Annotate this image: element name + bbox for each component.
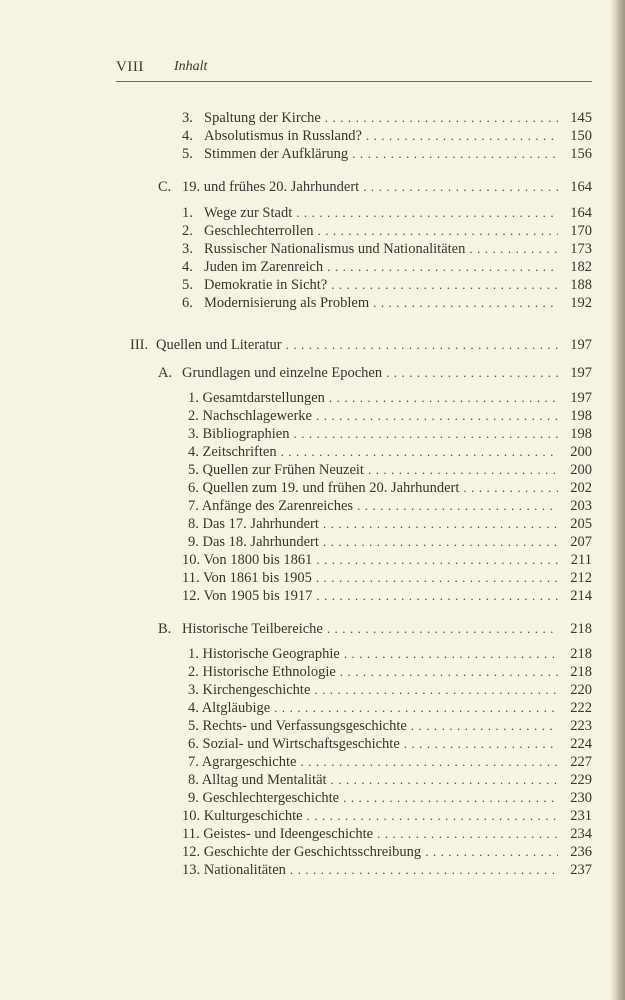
entry-page-number: 173: [570, 241, 592, 257]
entry-title: 3. Bibliographien: [188, 426, 290, 442]
toc-entry: [188, 663, 592, 681]
toc-entry: [188, 735, 592, 753]
toc-entry: [188, 699, 592, 717]
toc-entry: [188, 753, 592, 771]
dot-leader: [425, 843, 558, 861]
toc-entry: [188, 389, 592, 407]
dot-leader: [373, 294, 558, 312]
dot-leader: [368, 461, 558, 479]
dot-leader: [327, 620, 558, 638]
entry-page-number: 212: [570, 570, 592, 586]
entry-title: 1. Historische Geographie: [188, 646, 340, 662]
entry-title: Modernisierung als Problem: [204, 295, 370, 311]
dot-leader: [323, 515, 558, 533]
entry-title: 5. Rechts- und Verfassungsgeschichte: [188, 718, 407, 734]
toc-section-c: [158, 178, 592, 196]
header-rule: [116, 81, 592, 82]
dot-leader: [411, 717, 558, 735]
dot-leader: [294, 425, 559, 443]
toc-entry: [188, 771, 592, 789]
toc-entry: [182, 222, 592, 240]
entry-title: 19. und frühes 20. Jahrhundert: [182, 179, 360, 195]
toc-entry: [188, 407, 592, 425]
entry-number: 3.: [182, 110, 193, 126]
entry-title: 2. Historische Ethnologie: [188, 664, 336, 680]
entry-title: 9. Geschlechtergeschichte: [188, 790, 340, 806]
dot-leader: [323, 533, 558, 551]
dot-leader: [316, 569, 558, 587]
entry-page-number: 211: [570, 552, 592, 568]
entry-page-number: 150: [570, 128, 592, 144]
entry-page-number: 223: [570, 718, 592, 734]
entry-title: 5. Quellen zur Frühen Neuzeit: [188, 462, 364, 478]
entry-title: Demokratie in Sicht?: [204, 277, 328, 293]
dot-leader: [340, 663, 558, 681]
dot-leader: [352, 145, 558, 163]
entry-page-number: 197: [570, 365, 592, 381]
entry-page-number: 236: [570, 844, 592, 860]
toc-entry: [188, 497, 592, 515]
toc-entry: [182, 258, 592, 276]
toc-entry: [182, 294, 592, 312]
entry-number: 5.: [182, 277, 193, 293]
entry-title: 11. Von 1861 bis 1905: [182, 570, 312, 586]
entry-page-number: 198: [570, 408, 592, 424]
dot-leader: [404, 735, 558, 753]
toc-section-b: [158, 620, 592, 638]
entry-title: 10. Kulturgeschichte: [182, 808, 303, 824]
entry-title: 4. Altgläubige: [188, 700, 271, 716]
toc-entry: [188, 443, 592, 461]
entry-page-number: 229: [570, 772, 592, 788]
entry-title: Juden im Zarenreich: [204, 259, 324, 275]
entry-page-number: 198: [570, 426, 592, 442]
entry-number: 2.: [182, 223, 193, 239]
entry-page-number: 220: [570, 682, 592, 698]
dot-leader: [314, 681, 558, 699]
entry-number: 4.: [182, 128, 193, 144]
entry-title: Historische Teilbereiche: [182, 621, 323, 637]
entry-page-number: 170: [570, 223, 592, 239]
entry-page-number: 200: [570, 462, 592, 478]
toc-entry: [188, 425, 592, 443]
dot-leader: [463, 479, 558, 497]
toc-entry: [182, 240, 592, 258]
dot-leader: [316, 407, 558, 425]
entry-page-number: 218: [570, 621, 592, 637]
entry-page-number: 205: [570, 516, 592, 532]
toc-entry: [188, 681, 592, 699]
entry-page-number: 145: [570, 110, 592, 126]
entry-title: 12. Von 1905 bis 1917: [182, 588, 313, 604]
toc-entry: [188, 479, 592, 497]
entry-number: III.: [130, 337, 149, 353]
dot-leader: [327, 258, 558, 276]
entry-page-number: 164: [570, 179, 592, 195]
entry-page-number: 197: [570, 390, 592, 406]
toc-entry: [188, 789, 592, 807]
entry-page-number: 227: [570, 754, 592, 770]
entry-title: 12. Geschichte der Geschichtsschreibung: [182, 844, 422, 860]
entry-number: C.: [158, 179, 172, 195]
entry-title: Stimmen der Aufklärung: [204, 146, 349, 162]
toc-entry: [182, 276, 592, 294]
dot-leader: [325, 109, 558, 127]
dot-leader: [274, 699, 558, 717]
dot-leader: [281, 443, 558, 461]
dot-leader: [307, 807, 558, 825]
toc-entry: [188, 461, 592, 479]
toc-entry: [182, 861, 592, 879]
entry-title: 4. Zeitschriften: [188, 444, 277, 460]
entry-title: 2. Nachschlagewerke: [188, 408, 312, 424]
entry-page-number: 182: [570, 259, 592, 275]
entry-page-number: 218: [570, 664, 592, 680]
entry-title: 10. Von 1800 bis 1861: [182, 552, 313, 568]
dot-leader: [363, 178, 558, 196]
entry-page-number: 164: [570, 205, 592, 221]
header-page-number: VIII: [116, 59, 144, 75]
entry-title: Spaltung der Kirche: [204, 110, 321, 126]
toc-entry: [188, 717, 592, 735]
entry-page-number: 214: [570, 588, 592, 604]
dot-leader: [331, 771, 558, 789]
entry-title: 9. Das 18. Jahrhundert: [188, 534, 319, 550]
dot-leader: [357, 497, 558, 515]
entry-title: Geschlechterrollen: [204, 223, 314, 239]
dot-leader: [316, 587, 558, 605]
entry-title: Grundlagen und einzelne Epochen: [182, 365, 383, 381]
dot-leader: [290, 861, 558, 879]
entry-page-number: 234: [570, 826, 592, 842]
entry-title: 13. Nationalitäten: [182, 862, 286, 878]
entry-title: Russischer Nationalismus und Nationalitäten: [204, 241, 466, 257]
entry-title: 1. Gesamtdarstellungen: [188, 390, 325, 406]
entry-page-number: 188: [570, 277, 592, 293]
toc-entry: [188, 533, 592, 551]
entry-page-number: 222: [570, 700, 592, 716]
toc-entry: [182, 145, 592, 163]
dot-leader: [377, 825, 558, 843]
entry-title: Absolutismus in Russland?: [204, 128, 362, 144]
entry-number: A.: [158, 365, 173, 381]
entry-page-number: 230: [570, 790, 592, 806]
dot-leader: [318, 222, 558, 240]
entry-page-number: 231: [570, 808, 592, 824]
toc-entry: [182, 109, 592, 127]
entry-page-number: 207: [570, 534, 592, 550]
dot-leader: [386, 364, 558, 382]
toc-section-a: [158, 364, 592, 382]
entry-page-number: 218: [570, 646, 592, 662]
entry-title: 3. Kirchengeschichte: [188, 682, 311, 698]
entry-page-number: 156: [570, 146, 592, 162]
dot-leader: [286, 336, 558, 354]
entry-number: 5.: [182, 146, 193, 162]
entry-title: 7. Anfänge des Zarenreiches: [188, 498, 354, 514]
entry-number: 6.: [182, 295, 193, 311]
entry-title: 6. Sozial- und Wirtschaftsgeschichte: [188, 736, 400, 752]
entry-number: 3.: [182, 241, 193, 257]
entry-page-number: 237: [570, 862, 592, 878]
dot-leader: [469, 240, 558, 258]
entry-number: 1.: [182, 205, 193, 221]
toc-entry: [188, 645, 592, 663]
toc-entry: [182, 807, 592, 825]
page-edge-shadow: [611, 0, 625, 1000]
entry-title: 6. Quellen zum 19. und frühen 20. Jahrhundert: [188, 480, 460, 496]
header-title: Inhalt: [174, 59, 208, 74]
toc-entry: [182, 551, 592, 569]
dot-leader: [343, 789, 558, 807]
entry-title: 11. Geistes- und Ideengeschichte: [182, 826, 374, 842]
toc-entry: [188, 515, 592, 533]
running-header: [116, 58, 592, 80]
entry-title: 8. Das 17. Jahrhundert: [188, 516, 319, 532]
dot-leader: [331, 276, 558, 294]
toc-entry: [182, 843, 592, 861]
entry-title: Quellen und Literatur: [156, 337, 282, 353]
entry-number: B.: [158, 621, 172, 637]
dot-leader: [300, 753, 558, 771]
dot-leader: [316, 551, 558, 569]
entry-page-number: 224: [570, 736, 592, 752]
dot-leader: [296, 204, 558, 222]
dot-leader: [366, 127, 558, 145]
dot-leader: [329, 389, 558, 407]
toc-entry: [182, 587, 592, 605]
toc-entry: [182, 569, 592, 587]
entry-number: 4.: [182, 259, 193, 275]
entry-title: Wege zur Stadt: [204, 205, 293, 221]
toc-entry: [182, 204, 592, 222]
entry-page-number: 192: [570, 295, 592, 311]
entry-page-number: 197: [570, 337, 592, 353]
dot-leader: [344, 645, 558, 663]
entry-page-number: 203: [570, 498, 592, 514]
entry-page-number: 200: [570, 444, 592, 460]
toc-entry: [182, 825, 592, 843]
toc-part-iii: [130, 336, 592, 354]
entry-title: 8. Alltag und Mentalität: [188, 772, 327, 788]
toc-entry: [182, 127, 592, 145]
entry-title: 7. Agrargeschichte: [188, 754, 297, 770]
entry-page-number: 202: [570, 480, 592, 496]
